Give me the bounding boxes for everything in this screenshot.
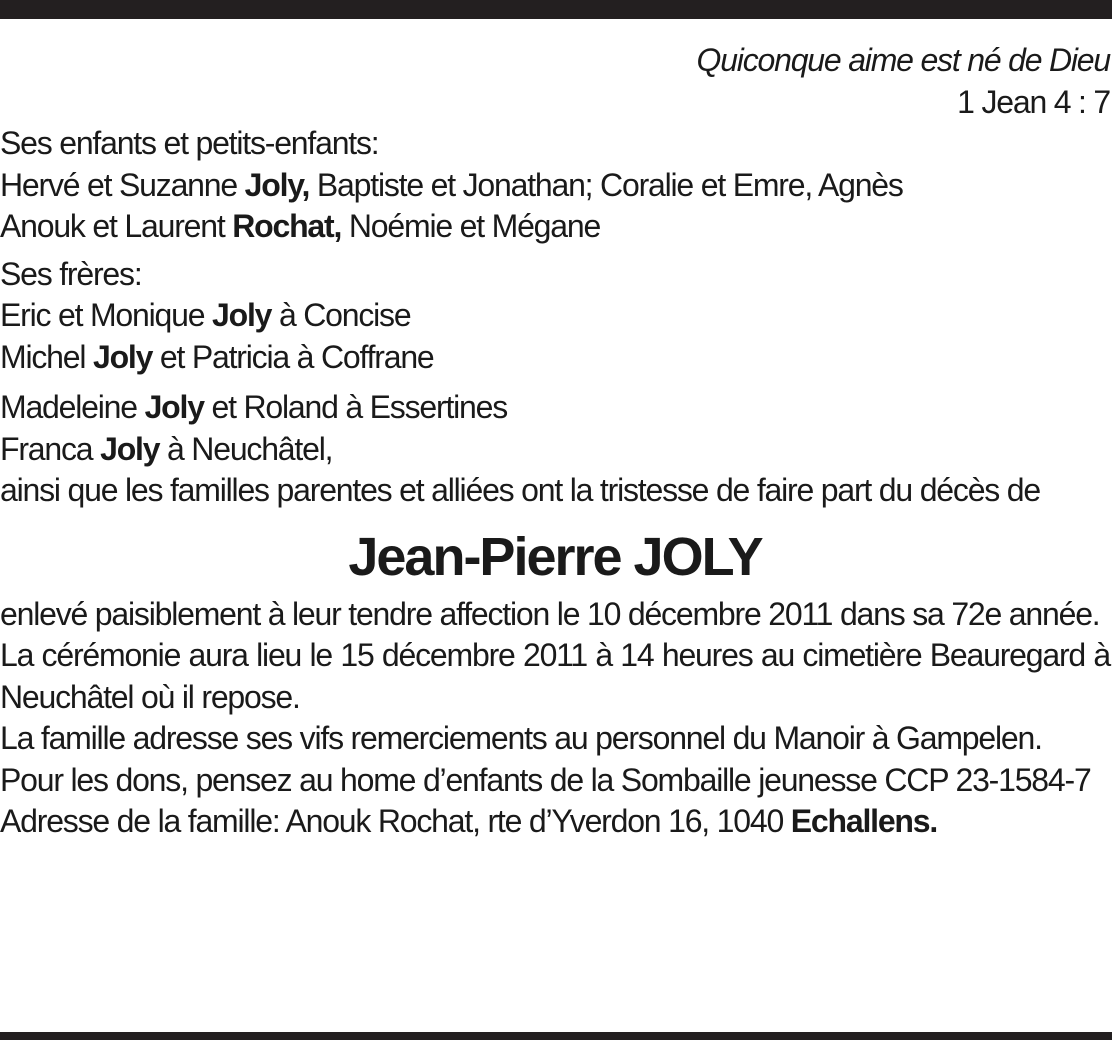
text: à Concise bbox=[271, 297, 411, 333]
children-line bbox=[0, 206, 1110, 248]
children-heading: Ses enfants et petits-enfants: bbox=[0, 125, 379, 161]
text: Noémie et Mégane bbox=[341, 208, 601, 244]
bottom-rule bbox=[0, 1032, 1112, 1040]
text: Michel bbox=[0, 338, 93, 375]
sibling-line bbox=[0, 295, 1110, 337]
surname: Joly bbox=[212, 297, 272, 333]
obituary-notice bbox=[0, 40, 1110, 843]
announcement-text: ainsi que les familles parentes et alliées ont la tristesse de faire part du décès de bbox=[0, 472, 1040, 508]
surname: Joly bbox=[144, 389, 204, 425]
sibling-line bbox=[0, 429, 1110, 471]
text: Anouk et Laurent bbox=[0, 208, 233, 244]
text: Franca bbox=[0, 430, 101, 467]
text: Baptiste et Jonathan; Coralie et Emre, Agnès bbox=[309, 166, 903, 203]
bible-verse: Quiconque aime est né de Dieu bbox=[696, 42, 1110, 78]
deceased-name: Jean-Pierre JOLY bbox=[348, 526, 762, 587]
sibling-line bbox=[0, 387, 1110, 429]
text: et Roland à Essertines bbox=[203, 389, 508, 425]
text: à Neuchâtel, bbox=[159, 430, 333, 467]
top-rule bbox=[0, 0, 1112, 19]
children-line bbox=[0, 165, 1110, 207]
surname: Joly, bbox=[244, 166, 310, 203]
passing-text: enlevé paisiblement à leur tendre affection le 10 décembre 2011 dans sa 72e année. bbox=[0, 595, 1100, 632]
ceremony-text: La cérémonie aura lieu le 15 décembre 2011 à 14 heures au cimetière Beauregard à Neuchâtel où il repose. bbox=[0, 637, 1110, 715]
sibling-line bbox=[0, 337, 1110, 379]
text: Madeleine bbox=[0, 389, 145, 425]
donations-text: Pour les dons, pensez au home d’enfants de la Sombaille jeunesse CCP 23-1584-7 bbox=[0, 761, 1091, 798]
town: Echallens. bbox=[790, 803, 938, 839]
bible-reference: 1 Jean 4 : 7 bbox=[957, 83, 1110, 120]
surname: Rochat, bbox=[232, 208, 342, 244]
thanks-text: La famille adresse ses vifs remerciements au personnel du Manoir à Gampelen. bbox=[0, 720, 1042, 756]
family-address bbox=[0, 801, 1110, 843]
text: Eric et Monique bbox=[0, 297, 213, 333]
text: Adresse de la famille: Anouk Rochat, rte d’Yverdon 16, 1040 bbox=[0, 803, 791, 839]
text: Hervé et Suzanne bbox=[0, 166, 245, 203]
surname: Joly bbox=[100, 430, 160, 467]
surname: Joly bbox=[92, 338, 153, 375]
text: et Patricia à Coffrane bbox=[152, 338, 434, 375]
siblings-heading: Ses frères: bbox=[0, 255, 142, 292]
